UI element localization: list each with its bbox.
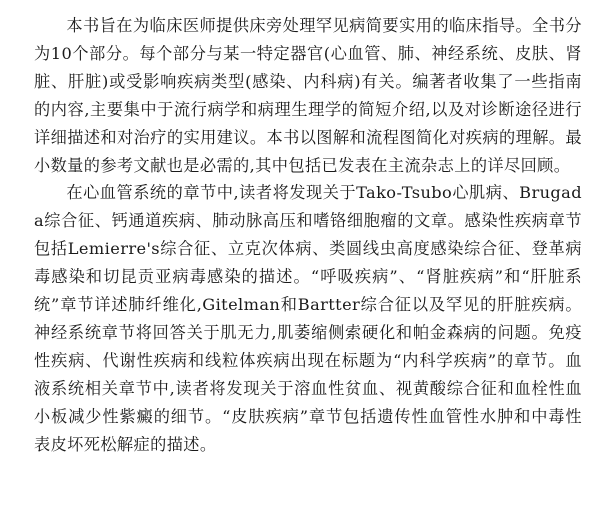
paragraph-chapters: 在心血管系统的章节中,读者将发现关于Tako-Tsubo心肌病、Brugada综合征、钙通道疾病、肺动脉高压和嗜铬细胞瘤的文章。感染性疾病章节包括Lemierre's综合征、立克次体病、类圆线虫高度感染综合征、登革病毒感染和切昆贡亚病毒感染的描述。“呼吸疾病”、“肾脏疾病”和“肝脏系统”章节详述肺纤维化,Gitelman和Bartter综合征以及罕见的肝脏疾病。神经系统章节将回答关于肌无力,肌萎缩侧索硬化和帕金森病的问题。免疫性疾病、代谢性疾病和线粒体疾病出现在标题为“内科学疾病”的章节。血液系统相关章节中,读者将发现关于溶血性贫血、视黄酸综合征和血栓性血小板减少性紫癜的细节。“皮肤疾病”章节包括遗传性血管性水肿和中毒性表皮坏死松解症的描述。 [34,183,582,454]
document-page [34,12,582,459]
paragraph-intro: 本书旨在为临床医师提供床旁处理罕见病简要实用的临床指导。全书分为10个部分。每个部分与某一特定器官(心血管、肺、神经系统、皮肤、肾脏、肝脏)或受影响疾病类型(感染、内科病)有关。编著者收集了一些指南的内容,主要集中于流行病学和病理生理学的简短介绍,以及对诊断途径进行详细描述和对治疗的实用建议。本书以图解和流程图简化对疾病的理解。最小数量的参考文献也是必需的,其中包括已发表在主流杂志上的详尽回顾。 [34,16,582,175]
